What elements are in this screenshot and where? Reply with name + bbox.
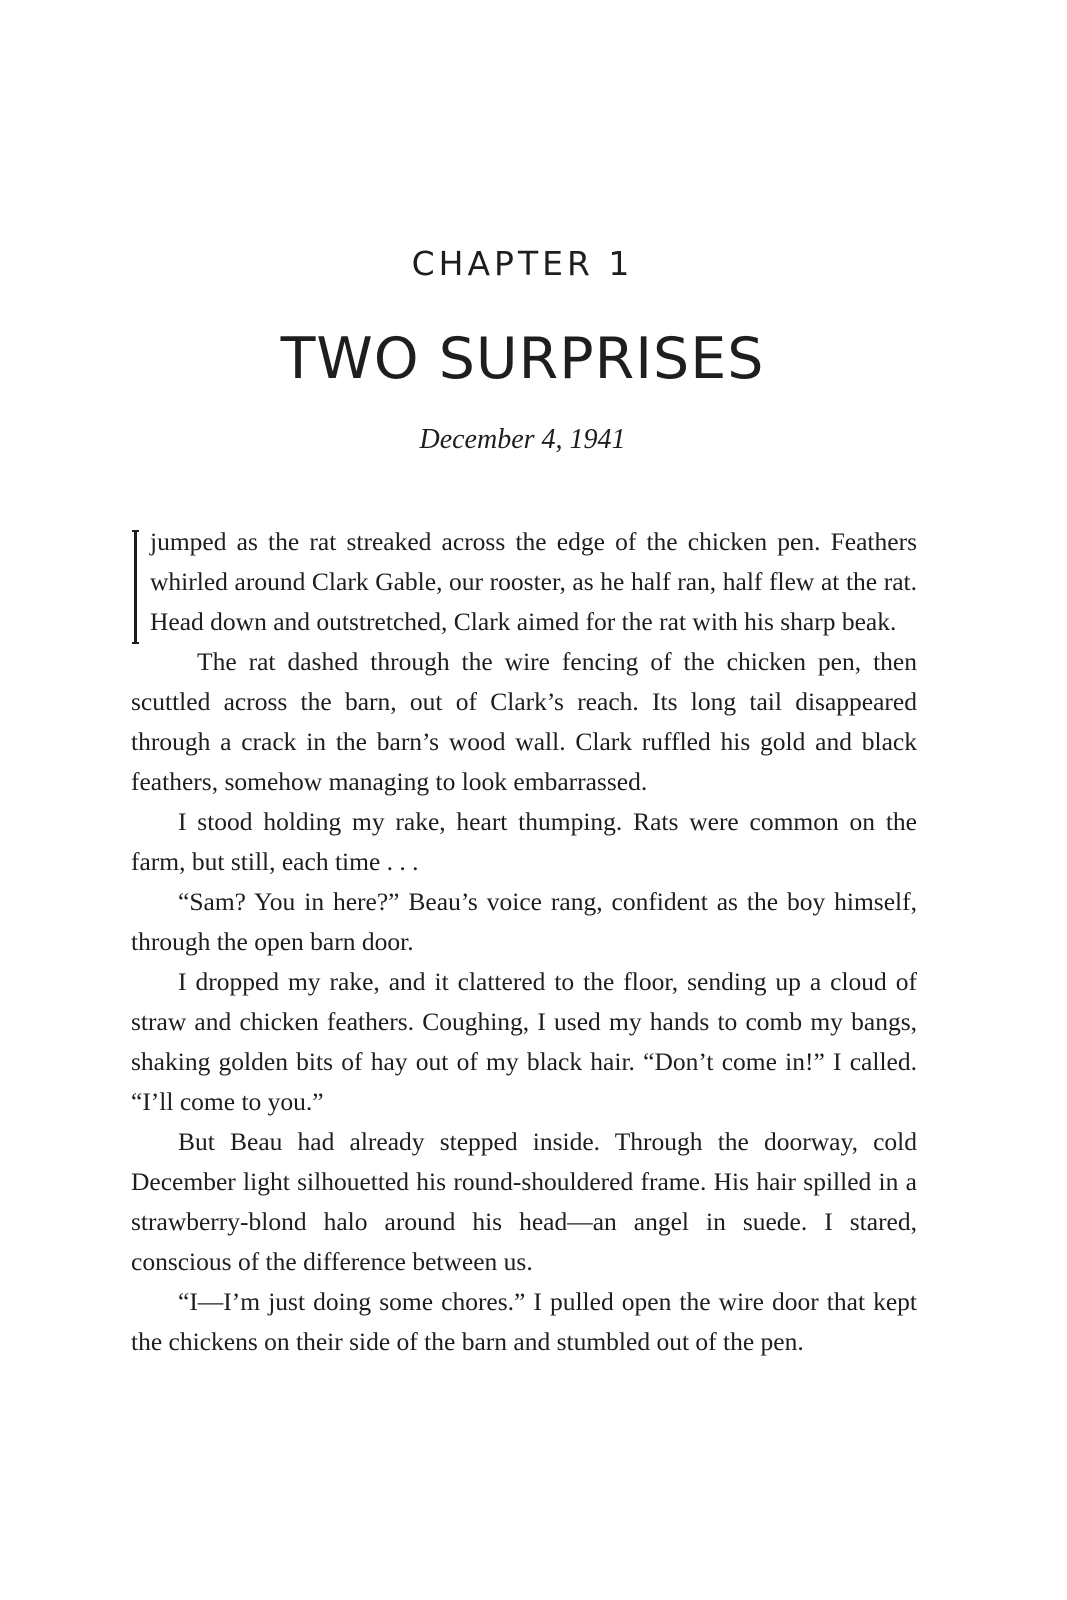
paragraph-1 bbox=[131, 522, 917, 642]
paragraph-3: I stood holding my rake, heart thumping. Rats were common on the farm, but still, each time . . . bbox=[131, 807, 917, 876]
paragraph-2: The rat dashed through the wire fencing of the chicken pen, then scuttled across the barn, out of Clark’s reach. Its long tail disappeared through a crack in the barn’s wood wall. Clark ruffled his gold and black feathers, somehow managing to look embarrassed. bbox=[131, 647, 917, 796]
chapter-label: CHAPTER 1 bbox=[411, 244, 634, 283]
chapter-title: TWO SURPRISES bbox=[280, 326, 765, 392]
drop-cap-letter bbox=[132, 530, 145, 644]
paragraph-6: But Beau had already stepped inside. Through the doorway, cold December light silhouetted his round-shouldered frame. His hair spilled in a strawberry-blond halo around his head—an angel in suede. I stared, conscious of the difference between us. bbox=[131, 1127, 917, 1276]
paragraph-1-text: jumped as the rat streaked across the edge of the chicken pen. Feathers whirled around Clark Gable, our rooster, as he half ran, half flew at the rat. Head down and outstretched, Clark aimed for the rat with his sharp beak. bbox=[150, 527, 917, 636]
chapter-body bbox=[131, 522, 917, 1362]
paragraph-7: “I—I’m just doing some chores.” I pulled open the wire door that kept the chickens on their side of the barn and stumbled out of the pen. bbox=[131, 1287, 917, 1356]
chapter-date: December 4, 1941 bbox=[419, 424, 626, 455]
paragraph-4: “Sam? You in here?” Beau’s voice rang, confident as the boy himself, through the open barn door. bbox=[131, 887, 917, 956]
paragraph-5: I dropped my rake, and it clattered to the floor, sending up a cloud of straw and chicken feathers. Coughing, I used my hands to comb my bangs, shaking golden bits of hay out of my black hair. “Don’t come in!” I called. “I’ll come to you.” bbox=[131, 967, 917, 1116]
